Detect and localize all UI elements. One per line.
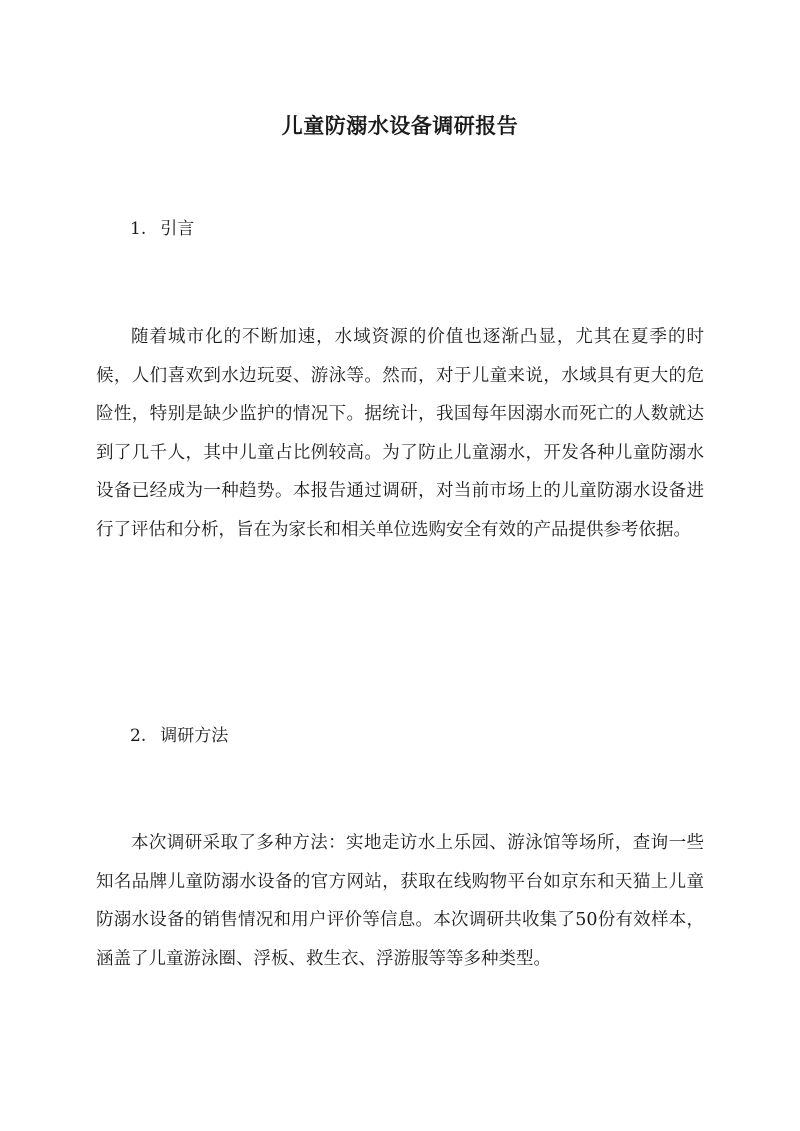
section-heading-text: 调研方法	[160, 726, 229, 746]
method-paragraph: 本次调研采取了多种方法：实地走访水上乐园、游泳馆等场所，查询一些知名品牌儿童防溺水设备的官方网站，获取在线购物平台如京东和天猫上儿童防溺水设备的销售情况和用户评价等信息。本次调研共收集了50份有效样本，涵盖了儿童游泳圈、浮板、救生衣、浮游服等等多种类型。	[96, 833, 704, 969]
section-number: 2.	[130, 726, 147, 746]
section-heading-text: 引言	[160, 219, 195, 239]
section-heading-method	[130, 723, 228, 749]
document-title: 儿童防溺水设备调研报告	[281, 113, 519, 139]
intro-paragraph: 随着城市化的不断加速，水域资源的价值也逐渐凸显，尤其在夏季的时候，人们喜欢到水边玩耍、游泳等。然而，对于儿童来说，水域具有更大的危险性，特别是缺少监护的情况下。据统计，我国每年因溺水而死亡的人数就达到了几千人，其中儿童占比例较高。为了防止儿童溺水，开发各种儿童防溺水设备已经成为一种趋势。本报告通过调研，对当前市场上的儿童防溺水设备进行了评估和分析，旨在为家长和相关单位选购安全有效的产品提供参考依据。	[96, 327, 704, 540]
section-number: 1.	[130, 219, 147, 239]
section-heading-intro	[130, 216, 194, 242]
